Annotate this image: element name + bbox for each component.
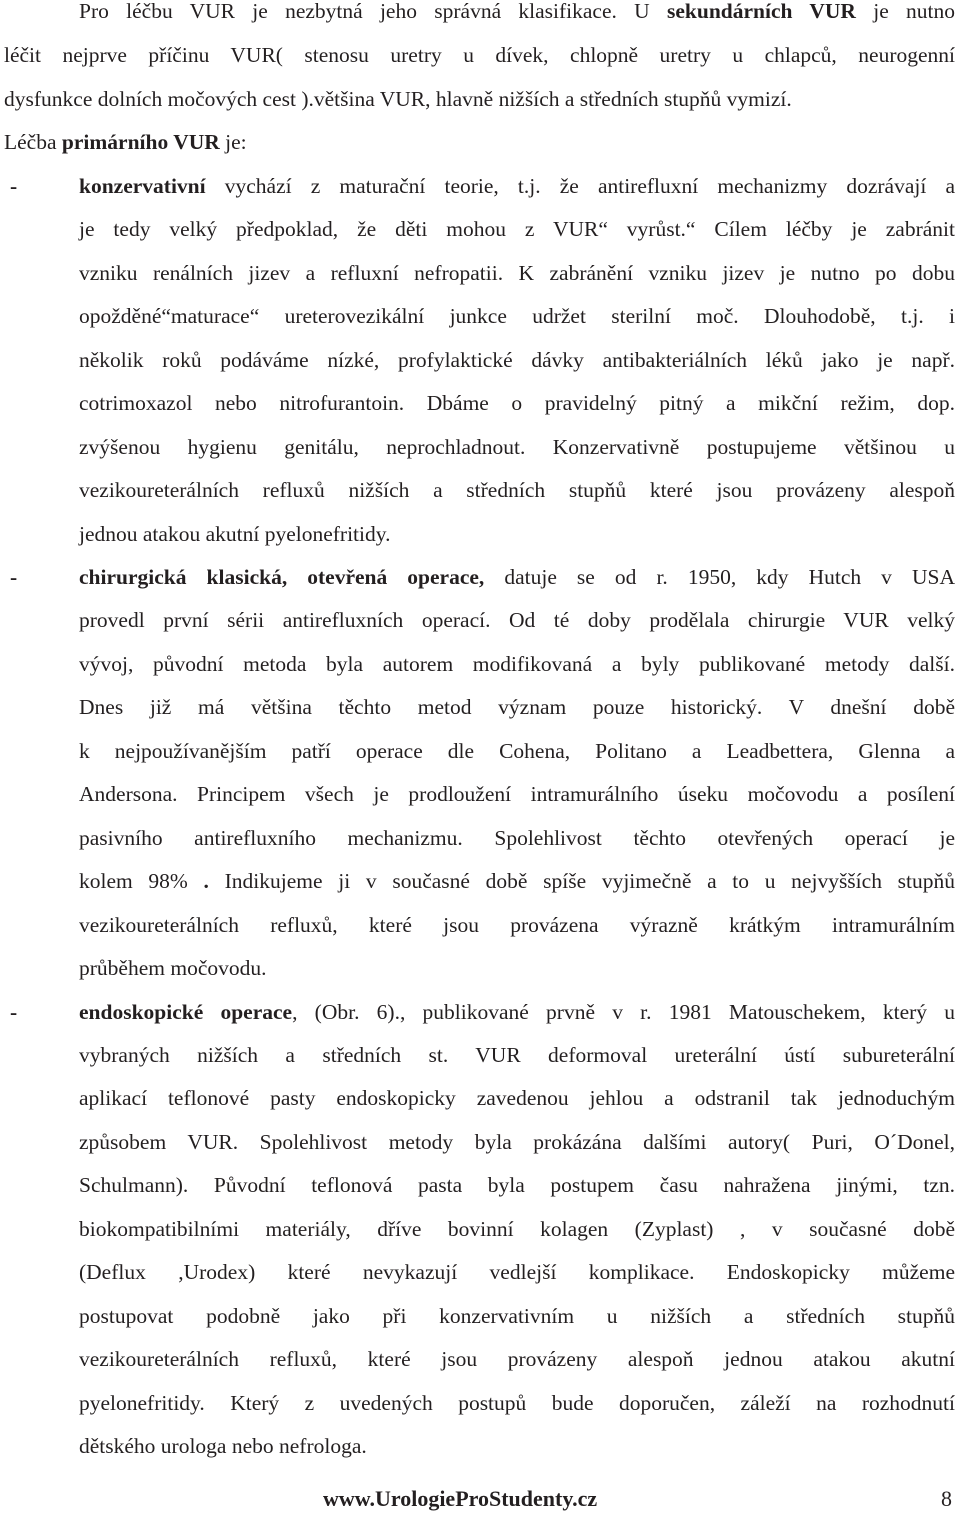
bullet3-line-7: (Deflux ,Urodex) které nevykazují vedlejší komplikace. Endoskopicky můžeme <box>79 1260 955 1284</box>
bullet3-line-1: endoskopické operace, (Obr. 6)., publikované prvně v r. 1981 Matouschekem, který u <box>79 1000 955 1024</box>
bullet2-line-1: chirurgická klasická, otevřená operace, datuje se od r. 1950, kdy Hutch v USA <box>79 565 955 589</box>
intro-line-1: Pro léčbu VUR je nezbytná jeho správná klasifikace. U sekundárních VUR je nutno <box>79 0 955 23</box>
bullet2-line-9: vezikoureterálních refluxů, které jsou provázena výrazně krátkým intramurálním <box>79 913 955 937</box>
intro-line-3: dysfunkce dolních močových cest ).většina VUR, hlavně nižších a středních stupňů vymizí. <box>4 87 792 111</box>
intro-line-4: Léčba primárního VUR je: <box>4 130 247 154</box>
bullet1-line-6: cotrimoxazol nebo nitrofurantoin. Dbáme o pravidelný pitný a mikční režim, dop. <box>79 391 955 415</box>
footer-site-url: www.UrologieProStudenty.cz <box>323 1486 598 1511</box>
bold-term: endoskopické operace <box>79 1000 293 1024</box>
bullet1-line-5: několik roků podáváme nízké, profylaktické dávky antibakteriálních léků jako je např. <box>79 348 955 372</box>
bullet-dash: - <box>10 174 18 198</box>
bullet1-line-7: zvýšenou hygienu genitálu, neprochladnout. Konzervativně postupujeme většinou u <box>79 435 955 459</box>
intro-line-2: léčit nejprve příčinu VUR( stenosu uretry u dívek, chlopně uretry u chlapců, neurogenní <box>4 43 955 67</box>
bullet2-line-2: provedl první sérii antirefluxních operací. Od té doby prodělala chirurgie VUR velký <box>79 608 955 632</box>
bullet3-line-10: pyelonefritidy. Který z uvedených postupů bude doporučen, záleží na rozhodnutí <box>79 1391 955 1415</box>
bullet1-line-9: jednou atakou akutní pyelonefritidy. <box>79 522 391 546</box>
bold-term: chirurgická klasická, otevřená operace, <box>79 565 485 589</box>
bullet3-line-2: vybraných nižších a středních st. VUR deformoval ureterální ústí subureterální <box>79 1043 955 1067</box>
bullet3-line-9: vezikoureterálních refluxů, které jsou provázeny alespoň jednou atakou akutní <box>79 1347 955 1371</box>
bold-term: sekundárních VUR <box>667 0 856 23</box>
bullet3-line-11: dětského urologa nebo nefrologa. <box>79 1434 367 1458</box>
bullet2-line-10: průběhem močovodu. <box>79 956 267 980</box>
bullet3-line-6: biokompatibilními materiály, dříve bovinní kolagen (Zyplast) , v současné době <box>79 1217 955 1241</box>
bullet1-line-2: je tedy velký předpoklad, že děti mohou z VUR“ vyrůst.“ Cílem léčby je zabránit <box>79 217 955 241</box>
bullet3-line-4: způsobem VUR. Spolehlivost metody byla prokázána dalšími autory( Puri, O´Donel, <box>79 1130 955 1154</box>
bullet2-line-3: vývoj, původní metoda byla autorem modifikovaná a byly publikované metody další. <box>79 652 955 676</box>
page-number: 8 <box>941 1486 952 1511</box>
bullet1-line-8: vezikoureterálních refluxů nižších a středních stupňů které jsou provázeny alespoň <box>79 478 955 502</box>
bullet2-line-5: k nejpoužívanějším patří operace dle Cohena, Politano a Leadbettera, Glenna a <box>79 739 955 763</box>
bullet-dash: - <box>10 565 18 589</box>
bullet2-line-8: kolem 98% . Indikujeme ji v současné době spíše vyjimečně a to u nejvyšších stupňů <box>79 869 955 893</box>
bullet2-line-7: pasivního antirefluxního mechanizmu. Spolehlivost těchto otevřených operací je <box>79 826 955 850</box>
bullet-dash: - <box>10 1000 18 1024</box>
bullet1-line-4: opožděné“maturace“ ureterovezikální junkce udržet sterilní moč. Dlouhodobě, t.j. i <box>79 304 955 328</box>
bullet3-line-8: postupovat podobně jako při konzervativním u nižších a středních stupňů <box>79 1304 955 1328</box>
bullet3-line-3: aplikací teflonové pasty endoskopicky zavedenou jehlou a odstranil tak jednoduchým <box>79 1086 955 1110</box>
bullet1-line-1: konzervativní vychází z maturační teorie, t.j. že antirefluxní mechanizmy dozrávají a <box>79 174 955 198</box>
bullet2-line-4: Dnes již má většina těchto metod význam pouze historický. V dnešní době <box>79 695 955 719</box>
bullet3-line-5: Schulmann). Původní teflonová pasta byla postupem času nahražena jinými, tzn. <box>79 1173 955 1197</box>
bold-term: konzervativní <box>79 174 206 198</box>
bullet1-line-3: vzniku renálních jizev a refluxní nefropatii. K zabránění vzniku jizev je nutno po dobu <box>79 261 955 285</box>
bullet2-line-6: Andersona. Principem všech je prodloužení intramurálního úseku močovodu a posílení <box>79 782 955 806</box>
bold-term: primárního VUR <box>61 130 220 154</box>
